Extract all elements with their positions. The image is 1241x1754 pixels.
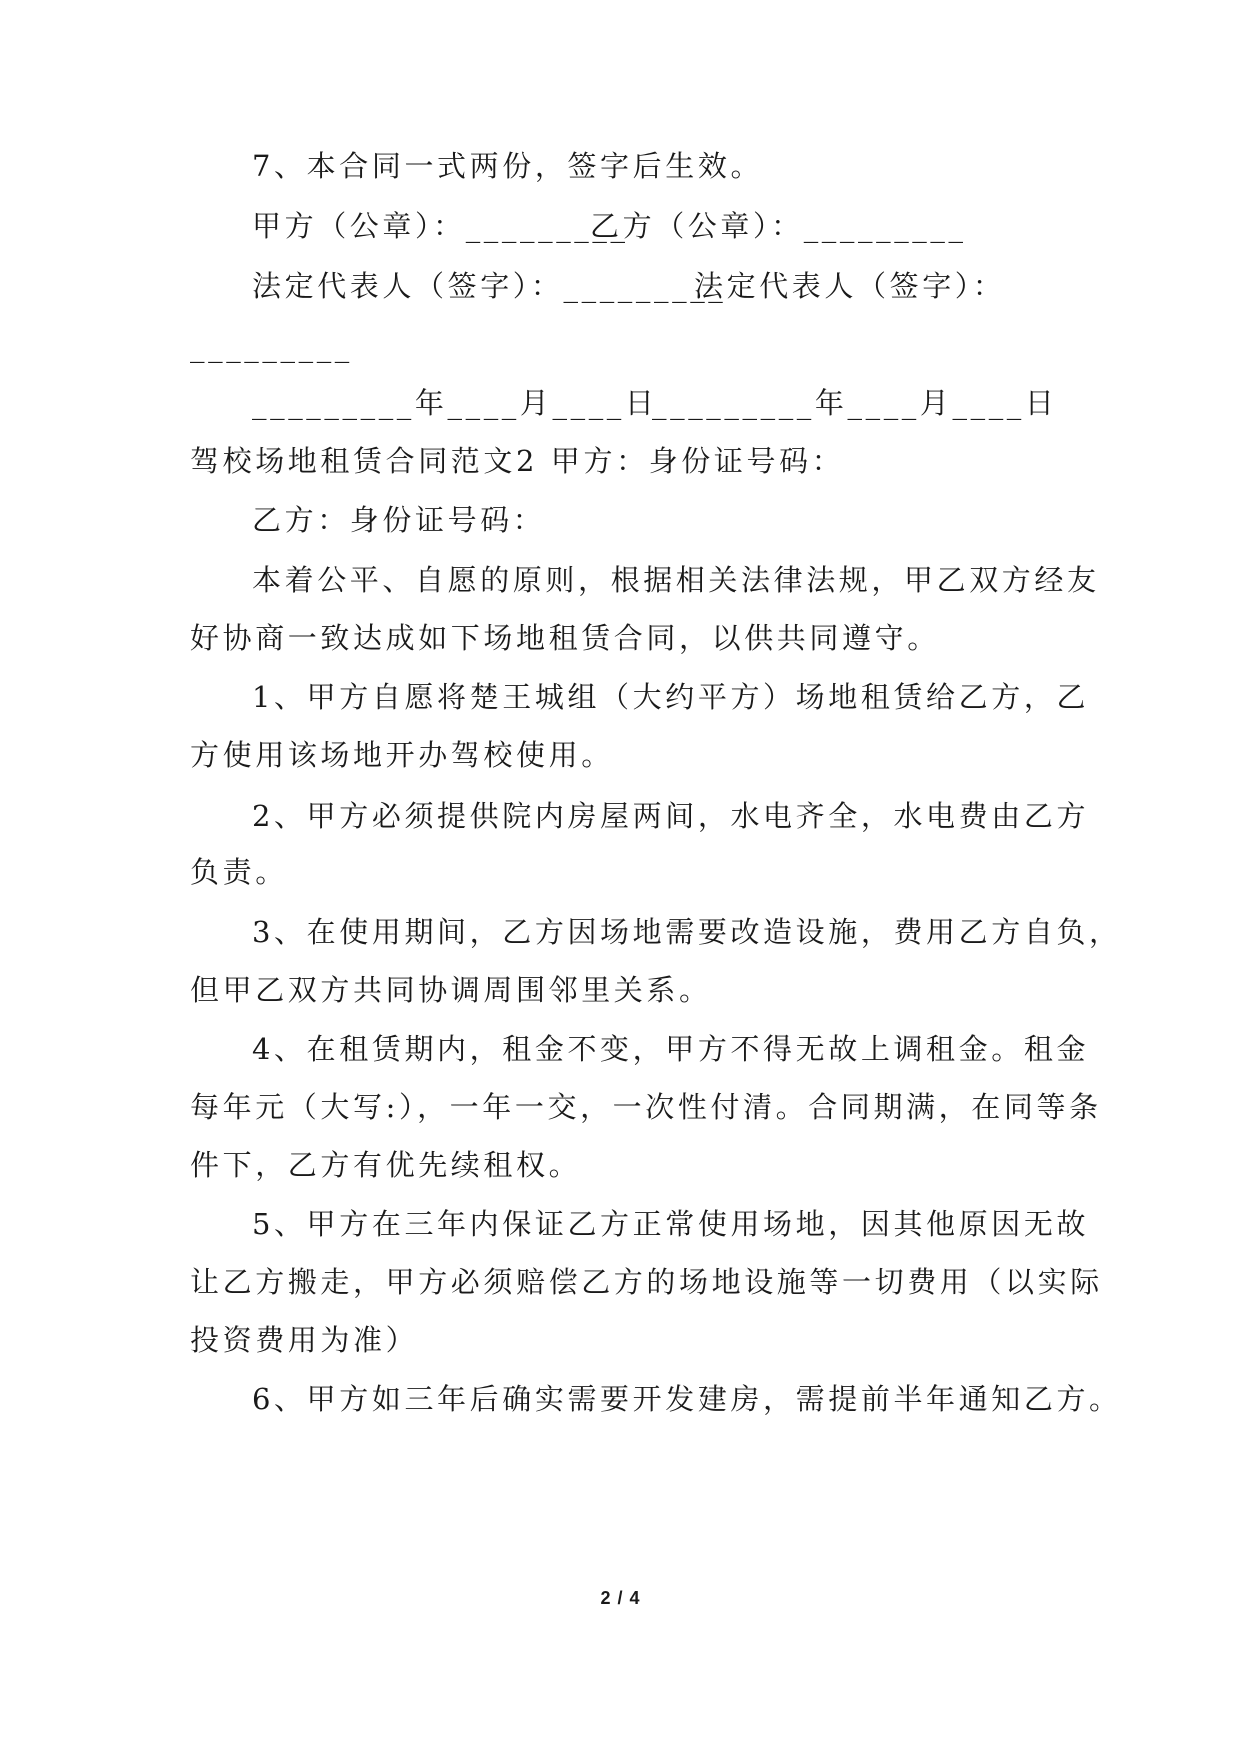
clause-2-line-1: 2、甲方必须提供院内房屋两间，水电齐全，水电费由乙方 [252,799,1090,833]
clause-4-line-1: 4、在租赁期内，租金不变，甲方不得无故上调租金。租金 [252,1032,1090,1066]
party-b-representative-field: 法定代表人（签字）： [694,269,1006,303]
party-a-id-line: 甲方：身份证号码： [550,444,845,478]
intro-line-1: 本着公平、自愿的原则，根据相关法律法规，甲乙双方经友 [252,563,1100,597]
party-b-id-line: 乙方：身份证号码： [252,503,546,537]
contract-title-row [190,441,844,481]
party-b-representative-blank: _________ [190,329,353,363]
clause-6-line-1: 6、甲方如三年后确实需要开发建房，需提前半年通知乙方。 [252,1382,1122,1416]
clause-7: 7、本合同一式两份，签字后生效。 [252,149,764,183]
date-row [252,383,1058,423]
representative-signature-row [252,266,1006,306]
clause-5-line-3: 投资费用为准） [190,1323,419,1357]
page-number: 2 / 4 [600,1588,641,1608]
party-a-date-field: _________年____月____日 [252,386,658,420]
intro-line-2: 好协商一致达成如下场地租赁合同，以供共同遵守。 [190,621,940,655]
clause-3-line-1: 3、在使用期间，乙方因场地需要改造设施，费用乙方自负， [252,915,1122,949]
party-a-representative-field: 法定代表人（签字）：_________ [252,269,727,303]
seal-signature-row [252,206,967,246]
clause-4-line-2: 每年元（大写:），一年一交，一次性付清。合同期满，在同等条 [190,1090,1102,1124]
clause-3-line-2: 但甲乙双方共同协调周围邻里关系。 [190,973,712,1007]
clause-5-line-2: 让乙方搬走，甲方必须赔偿乙方的场地设施等一切费用（以实际 [190,1265,1103,1299]
clause-1-line-1: 1、甲方自愿将楚王城组（大约平方）场地租赁给乙方，乙 [252,680,1090,714]
clause-1-line-2: 方使用该场地开办驾校使用。 [190,738,614,772]
party-b-date-field: _________年____月____日 [652,386,1058,420]
clause-2-line-2: 负责。 [190,855,288,889]
party-b-seal-field: 乙方（公章）：_________ [590,209,967,243]
clause-5-line-1: 5、甲方在三年内保证乙方正常使用场地，因其他原因无故 [252,1207,1090,1241]
clause-4-line-3: 件下，乙方有优先续租权。 [190,1148,582,1182]
contract-title: 驾校场地租赁合同范文2 [190,444,539,478]
party-a-seal-field: 甲方（公章）：_________ [252,209,629,243]
